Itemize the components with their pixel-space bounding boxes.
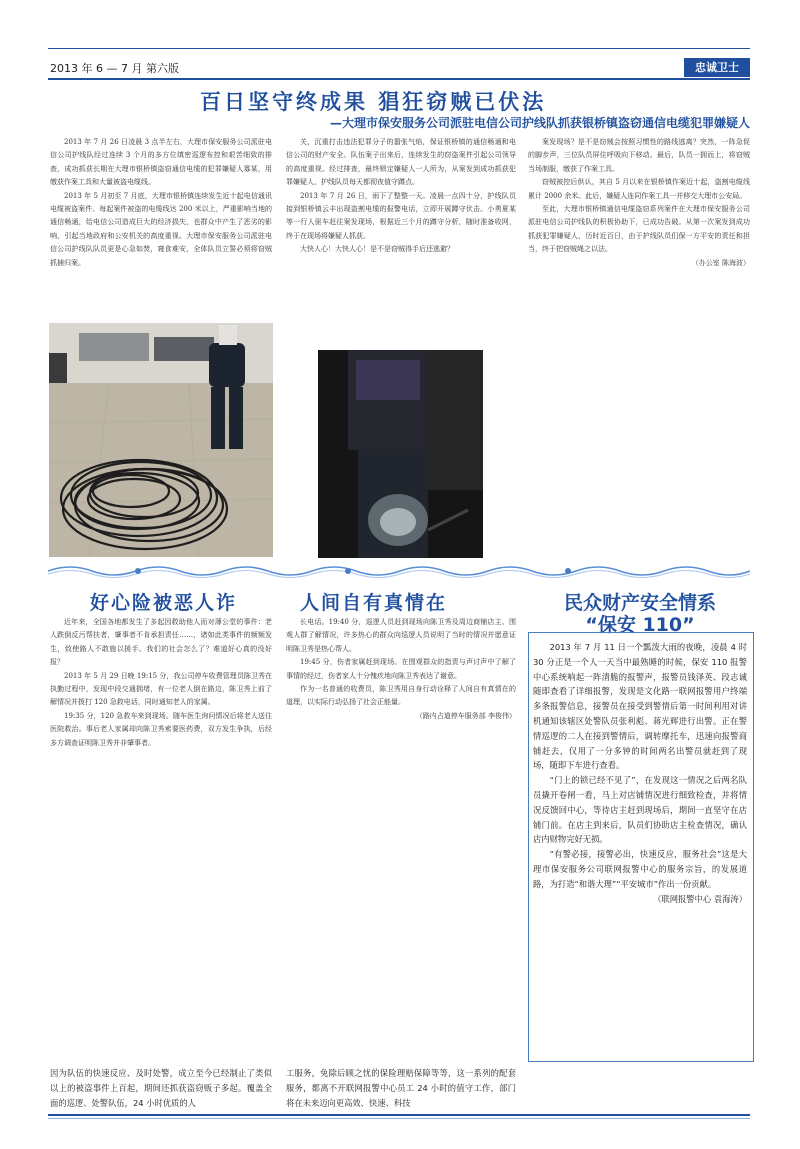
main-article-col2 (286, 136, 516, 348)
paragraph: 2013 年 7 月 26 日凌晨 3 点半左右，大理市保安服务公司派驻电信公司护线队经过连续 3 个月的多方位缜密巡逻布控和艰苦细致的排查，成功抓获长期在大理市银桥镇盗窃通信电缆的犯罪嫌疑人寡某，用缴获作案工具和大量被盗电缆线。 (50, 138, 272, 187)
main-article-col3 (528, 136, 750, 560)
suspect-photo-illustration (318, 350, 483, 558)
paragraph: 案发现场？是不是窃贼会按照习惯性的路线逃离？突然，一阵急促的脚步声，三位队员屏住呼吸向下移动。最后，队员一拥而上，将窃贼当场制服，缴获了作案工具。 (528, 138, 750, 173)
photo-suspect (318, 350, 483, 558)
main-article-title: 百日坚守终成果 猖狂窃贼已伏法 (200, 90, 547, 114)
bottom-text-left: 因为队伍的快速反应、及时处警，成立至今已经制止了类似以上的被盗事件上百起，期间还抓获盗窃贩子多起。覆盖全面的巡逻、处警队伍，24 小时优质的人 (50, 1068, 272, 1108)
masthead-badge: 忠诚卫士 (684, 58, 750, 77)
article-middle-body (286, 616, 516, 1062)
header-rule (48, 78, 750, 80)
bottom-text-middle: 工服务，免除后顾之忧的保险理赔保障等等，这一系列的配套服务，都离不开联网报警中心员工 24 小时的值守工作，部门将在未来迈向更高效、快速、科技 (286, 1068, 516, 1108)
paragraph: 窃贼被控后供认，其自 5 月以来在银桥镇作案近十起，盗割电缆线累计 2000 余米。此后，嫌疑人连同作案工具一并移交大理市公安局。 (528, 178, 750, 200)
paragraph: 长电话。19:40 分，巡逻人员赶到现场向陈卫秀及周边商铺店主、围观人群了解情况，许多热心的群众向巡逻人员说明了当时的情况并愿意证明陈卫秀是热心帮人。 (286, 618, 516, 653)
wave-divider (48, 563, 750, 579)
byline: （联网报警中心 袁海涛） (653, 893, 747, 904)
article-left-body (50, 616, 272, 1062)
byline: （路内占道停车服务部 李俊伟） (415, 711, 516, 720)
paragraph: 2013 年 5 月初至 7 月底，大理市银桥镇连续发生近十起电信通讯电缆被盗案件。每起案件被盗的电缆线达 200 米以上，严重影响当地的通信畅通，给电信公司造成巨大的经济损失，也群众中产生了恶劣的影响，引起当地政府和公安机关的高度重视。大理市保安服务公司派驻电信公司护线队队员更是心急如焚，寝食难安，全体队员立誓必须将窃贼抓捕归案。 (50, 191, 272, 267)
paragraph: 2013 年 5 月 29 日晚 19:15 分，我公司停车收费管理员陈卫秀在执勤过程中，发现中段交通拥堵，有一位老人倒在路边，陈卫秀上前了解情况并拨打 120 急救电话，同时通知老人的家属。 (50, 671, 272, 707)
paragraph: 作为一名普通的收费员，陈卫秀用自身行动诠释了人间自有真情在的道理，以实际行动弘扬了社会正能量。 (286, 685, 516, 707)
article-left-title: 好心险被恶人诈 (90, 592, 238, 614)
paragraph: “门上的锁已经不见了”，在发现这一情况之后两名队员撬开卷闸一看，马上对店铺情况进行细致检查，并将情况反馈回中心，等待店主赶到现场后，期间一直坚守在店铺门前。在店主到来后，队员们协助店主检查情况，确认店内财物完好无损。 (533, 775, 747, 845)
footer-rule (48, 1114, 750, 1116)
main-article-subtitle: —大理市保安服务公司派驻电信公司护线队抓获银桥镇盗窃通信电缆犯罪嫌疑人 (329, 116, 750, 130)
article-right-title-line1: 民众财产安全情系 (563, 592, 716, 614)
main-article-col1 (50, 136, 272, 322)
footer-rule-light (48, 1118, 750, 1119)
paragraph: 大快人心！大快人心！是不是窃贼得手后还逃避？ (300, 245, 454, 254)
article-middle-title: 人间自有真情在 (300, 592, 448, 614)
issue-date: 2013 年 6 — 7 月 第六版 (50, 62, 179, 75)
paragraph: 近年来，全国各地都发生了多起因救助他人而对薄公堂的事件：老人跌倒反污帮扶者，肇事者不肯承担责任……，诸如此类事件的频频发生，致使路人不敢施以援手。我们的社会怎么了？难道好心真的没好报？ (50, 618, 272, 667)
paragraph: 2013 年 7 月 11 日一个瓢泼大雨的夜晚，凌晨 4 时 30 分正是一个人一天当中最熟睡的时候，保安 110 报警中心系统响起一阵清脆的报警声，报警员钱泽英、段志诚随即查看了详细报警，发现是文化路一联网报警用户终端多条报警信息，接警员在接受到警情后第一时间利用对讲机通知该辖区处警队员张利彪、蒋光辉进行出警。正在警情巡逻的二人在接到警情后，调转摩托车，迅速向报警商铺赶去，仅用了一分多钟的时间两名出警员就赶到了现场，随即下车进行查看。 (533, 642, 747, 771)
article-right-title-line2: “保安 110” (585, 614, 695, 636)
header-top-rule (48, 48, 750, 49)
photo-seized-cables (49, 323, 273, 557)
paragraph: 关，沉重打击违法犯罪分子的嚣张气焰，保证银桥镇的通信畅通和电信公司的财产安全。队伍案子出来后，连续发生的窃盗案件引起公司领导的高度重视。经过排查，最终锁定嫌疑人一人所为，从案发到成功抓获犯罪嫌疑人，护线队员每天都彻夜值守蹲点。 (286, 138, 516, 187)
article-right-body (533, 640, 747, 1058)
paragraph: 19:35 分，120 急救车来到现场。随车医生询问情况后将老人送往医院救治。事后老人家属却向陈卫秀索要医药费，双方发生争执，后经多方调查证明陈卫秀并非肇事者。 (50, 711, 272, 747)
paragraph: 19:45 分，伤者家属赶到现场。在围观群众的指责与声讨声中了解了事情的经过，伤者家人十分愧疚地向陈卫秀表达了谢意。 (286, 658, 516, 680)
paragraph: 至此，大理市银桥镇通信电缆盗窃系列案件在大理市保安服务公司派驻电信公司护线队的积极协助下，已成功告破。从第一次案发到成功抓获犯罪嫌疑人，历时近百日，由于护线队员们保一方平安的责任和担当，终于把窃贼绳之以法。 (528, 205, 750, 254)
cables-photo-illustration (49, 323, 273, 557)
paragraph: 2013 年 7 月 26 日，雨下了整整一天。凌晨一点四十分，护线队员接到银桥镇云丰出现盗割电缆的报警电话，立即开展蹲守伏击。小勇夏某等一行人驱车赶往案发现场，根据近三个月的蹲守分析，随时准备收网，终于在现场将嫌疑人抓获。 (286, 191, 516, 240)
paragraph: “有警必接，接警必出，快速反应，服务社会”这是大理市保安服务公司联网报警中心的服务宗旨，的发展道路，为打造“和谐大理”“平安城市”作出一份贡献。 (533, 849, 747, 889)
byline: （办公室 陈海波） (691, 258, 750, 267)
